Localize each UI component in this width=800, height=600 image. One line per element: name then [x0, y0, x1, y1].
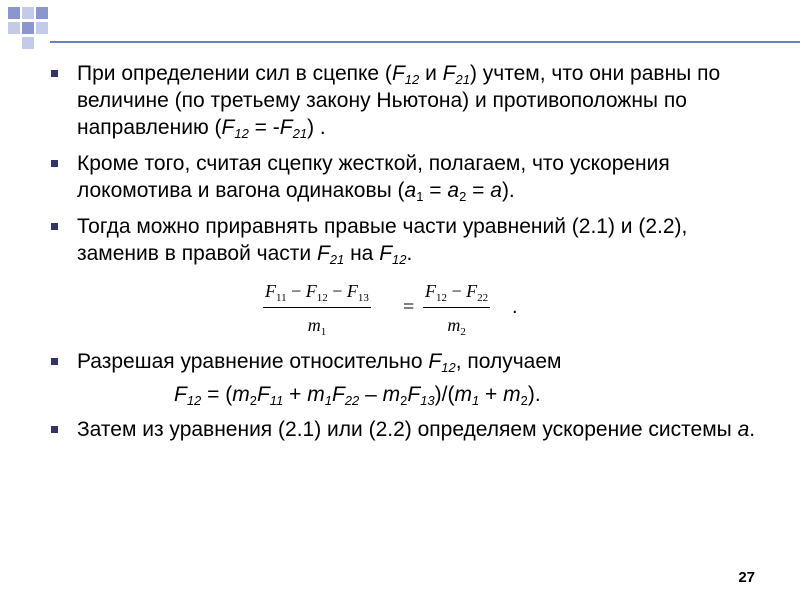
subscript: 1	[416, 189, 424, 204]
bullet-square-icon	[51, 358, 58, 365]
text: .	[406, 242, 413, 265]
list-item	[50, 213, 770, 267]
equation-period: .	[512, 296, 518, 318]
text: .	[749, 418, 756, 441]
subscript: 21	[329, 252, 345, 267]
bullet-square-icon	[51, 223, 58, 230]
var: F	[279, 116, 293, 139]
text: , получаем	[455, 350, 562, 373]
bullet-square-icon	[51, 160, 58, 167]
equals-sign: =	[403, 296, 415, 318]
var: a	[447, 179, 460, 202]
deco-square	[36, 7, 48, 19]
text: = -	[248, 116, 280, 139]
text: =	[466, 179, 491, 202]
bullet-square-icon	[51, 70, 58, 77]
text: Тогда можно приравнять правые части уравнений (2.1) и (2.2), заменив в правой части	[77, 215, 688, 265]
result-formula: $F_{12} = (m_2F_{11} + m_1F_{22} - m_2F_{13})/(m_1 + m_2)$.	[174, 383, 541, 408]
deco-square	[36, 22, 48, 34]
header-decoration	[0, 0, 800, 60]
list-item	[50, 60, 770, 141]
subscript: 21	[292, 126, 308, 141]
text: Разрешая уравнение относительно	[77, 350, 429, 373]
text: =	[423, 179, 448, 202]
deco-square	[8, 7, 20, 19]
text: При определении сил в сцепке (	[77, 62, 392, 85]
text: ).	[501, 179, 515, 202]
var: F	[379, 242, 393, 265]
page-number: 27	[738, 569, 755, 586]
var: a	[490, 179, 502, 202]
text: Кроме того, считая сцепку жесткой, полагаем, что ускорения локомотива и вагона одинаковы (	[77, 152, 670, 202]
text: Затем из уравнения (2.1) или (2.2) определяем ускорение системы	[77, 418, 738, 441]
var: F	[316, 242, 330, 265]
slide-content	[50, 60, 770, 452]
text: на	[344, 242, 380, 265]
deco-square	[22, 22, 34, 34]
deco-square	[22, 7, 34, 19]
header-rule	[50, 41, 800, 43]
var: F	[221, 116, 235, 139]
text: ) .	[307, 116, 326, 139]
subscript: 12	[234, 126, 249, 141]
text: ) учтем, что они равны по величине (по третьему закону Ньютона) и противоположны по направлению (	[77, 62, 721, 139]
right-fraction: $F_{12} - F_{22}$ $m_2$	[425, 281, 489, 338]
var: a	[404, 179, 417, 202]
list-item	[50, 150, 770, 204]
var: F	[428, 350, 442, 373]
list-item	[50, 416, 770, 443]
equation	[50, 276, 770, 342]
text: и	[419, 62, 443, 85]
subscript: 12	[404, 72, 420, 87]
subscript: 12	[392, 252, 407, 267]
subscript: 21	[455, 72, 470, 87]
deco-square	[22, 37, 34, 49]
var: F	[442, 62, 456, 85]
bullet-square-icon	[51, 426, 58, 433]
subscript: 2	[459, 189, 467, 204]
var: F	[391, 62, 405, 85]
list-item	[50, 348, 770, 375]
var: a	[737, 418, 750, 441]
deco-square	[8, 22, 20, 34]
left-fraction: $F_{11} - F_{12} - F_{13}$ $m_1$	[265, 281, 369, 338]
subscript: 12	[441, 360, 456, 375]
